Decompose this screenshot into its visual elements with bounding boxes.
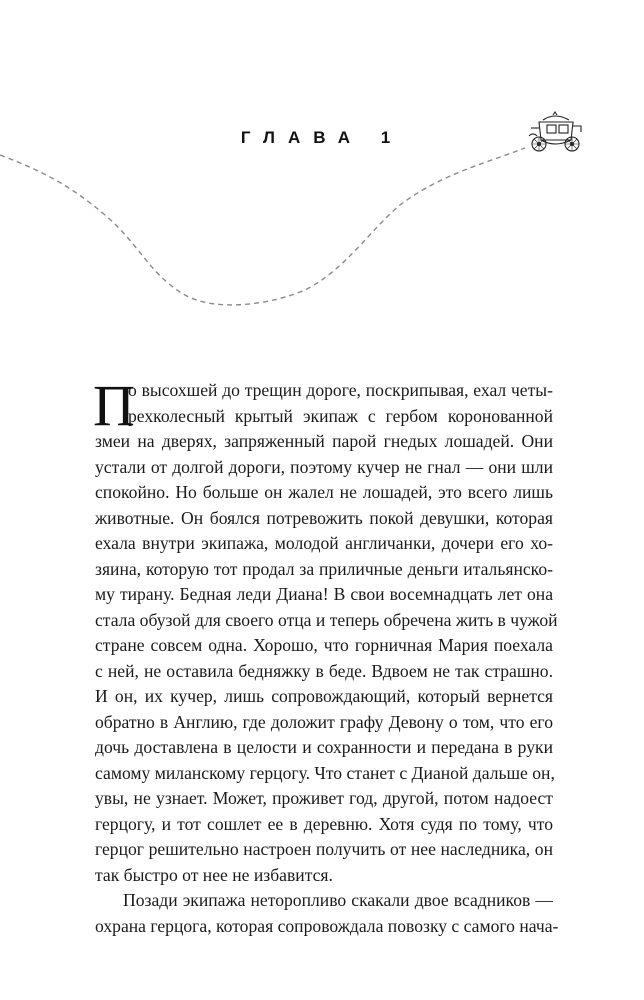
drop-cap: П xyxy=(93,373,135,438)
text-line: устали от долгой дороги, поэтому кучер не гнал — они шли xyxy=(95,456,553,477)
text-line: стране совсем одна. Хорошо, что горничная Мария поехала xyxy=(95,635,553,655)
text-line: ехала внутри экипажа, молодой англичанки, дочери его хо- xyxy=(95,533,553,553)
text-line: рехколесный крытый экипаж с гербом коронованной xyxy=(128,405,553,426)
text-line: спокойно. Но больше он жалел не лошадей, это всего лишь xyxy=(95,482,553,502)
text-line: охрана герцога, которая сопровождала повозку с самого нача- xyxy=(95,915,559,936)
body-text xyxy=(93,373,559,939)
text-line: И он, их кучер, лишь сопровождающий, который вернется xyxy=(95,686,553,706)
text-line: зяина, которую тот продал за приличные деньги итальянско- xyxy=(95,558,553,579)
dashed-road-line xyxy=(0,0,644,320)
text-line: му тирану. Бедная леди Диана! В свои восемнадцать лет она xyxy=(95,584,553,604)
text-line: с ней, не оставила бедняжку в беде. Вдвоем не так страшно. xyxy=(95,660,553,681)
text-line: увы, не узнает. Может, проживет год, другой, потом надоест xyxy=(95,788,553,808)
text-line: обратно в Англию, где доложит графу Девону о том, что его xyxy=(95,711,553,732)
text-line: животные. Он боялся потревожить покой девушки, которая xyxy=(95,507,553,528)
text-line: стала обузой для своего отца и теперь обречена жить в чужой xyxy=(95,609,558,630)
text-line: о высохшей до трещин дороге, поскрипывая, ехал четы- xyxy=(128,380,553,400)
text-line: Позади экипажа неторопливо скакали двое всадников — xyxy=(123,890,553,910)
text-line: змеи на дверях, запряженный парой гнедых лошадей. Они xyxy=(95,431,553,451)
text-line: герцогу, и тот сошлет ее в деревню. Хотя судя по тому, что xyxy=(95,813,553,834)
text-line: герцог решительно настроен получить от нее наследника, он xyxy=(95,839,553,859)
text-line: самому миланскому герцогу. Что станет с Дианой дальше он, xyxy=(95,762,555,783)
text-line: дочь доставлена в целости и сохранности и передана в руки xyxy=(95,737,553,757)
chapter-heading: ГЛАВА 1 xyxy=(240,128,404,147)
text-line: так быстро от нее не избавится. xyxy=(95,864,333,885)
